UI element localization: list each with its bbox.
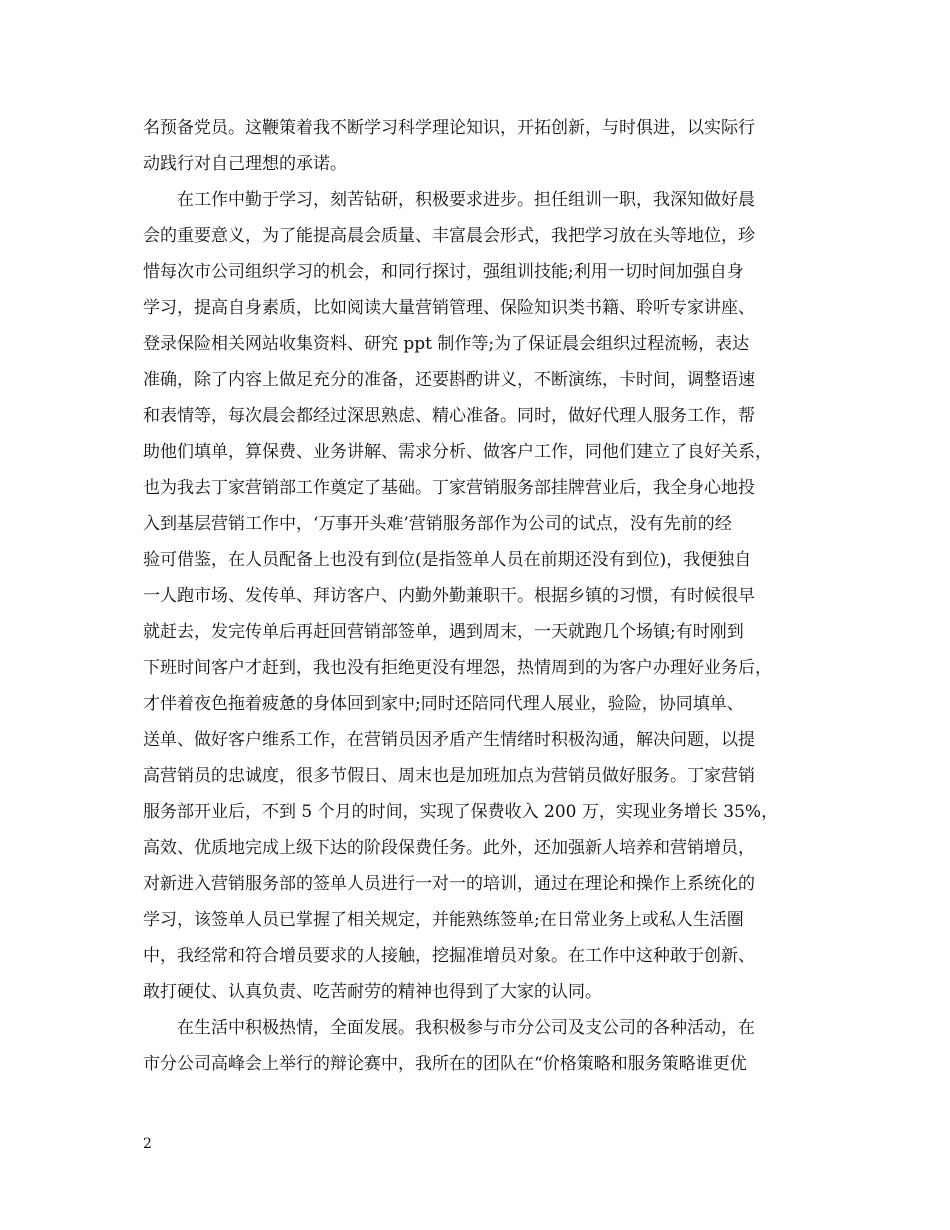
text-line: 入到基层营销工作中，‘万事开头难’营销服务部作为公司的试点，没有先前的经 bbox=[143, 514, 732, 534]
text-line: 登录保险相关网站收集资料、研究 ppt 制作等;为了保证晨会组织过程流畅，表达 bbox=[143, 334, 750, 354]
text-line: 高效、优质地完成上级下达的阶段保费任务。此外，还加强新人培养和营销增员， bbox=[143, 838, 755, 858]
paragraph-start-line: 在生活中积极热情，全面发展。我积极参与市分公司及支公司的各种活动，在 bbox=[177, 1018, 755, 1038]
paragraph-start-line: 在工作中勤于学习，刻苦钻研，积极要求进步。担任组训一职，我深知做好晨 bbox=[177, 190, 755, 210]
text-line: 送单、做好客户维系工作，在营销员因矛盾产生情绪时积极沟通，解决问题，以提 bbox=[143, 730, 755, 750]
text-line: 验可借鉴，在人员配备上也没有到位(是指签单人员在前期还没有到位)，我便独自 bbox=[143, 550, 752, 570]
text-line: 动践行对自己理想的承诺。 bbox=[143, 154, 347, 174]
text-line: 才伴着夜色拖着疲惫的身体回到家中;同时还陪同代理人展业，验险，协同填单、 bbox=[143, 694, 744, 714]
text-line: 下班时间客户才赶到，我也没有拒绝更没有埋怨，热情周到的为客户办理好业务后， bbox=[143, 658, 772, 678]
text-line: 学习，提高自身素质，比如阅读大量营销管理、保险知识类书籍、聆听专家讲座、 bbox=[143, 298, 755, 318]
text-line: 也为我去丁家营销部工作奠定了基础。丁家营销服务部挂牌营业后，我全身心地投 bbox=[143, 478, 755, 498]
text-line: 会的重要意义，为了能提高晨会质量、丰富晨会形式，我把学习放在头等地位，珍 bbox=[143, 226, 755, 246]
text-line: 准确，除了内容上做足充分的准备，还要斟酌讲义，不断演练，卡时间，调整语速 bbox=[143, 370, 755, 390]
text-line: 敢打硬仗、认真负责、吃苦耐劳的精神也得到了大家的认同。 bbox=[143, 982, 602, 1002]
text-line: 一人跑市场、发传单、拜访客户、内勤外勤兼职干。根据乡镇的习惯，有时候很早 bbox=[143, 586, 755, 606]
text-line: 和表情等，每次晨会都经过深思熟虑、精心准备。同时，做好代理人服务工作，帮 bbox=[143, 406, 755, 426]
text-line: 对新进入营销服务部的签单人员进行一对一的培训，通过在理论和操作上系统化的 bbox=[143, 874, 755, 894]
text-line: 惜每次市公司组织学习的机会，和同行探讨，强组训技能;利用一切时间加强自身 bbox=[143, 262, 744, 282]
text-line: 助他们填单，算保费、业务讲解、需求分析、做客户工作，同他们建立了良好关系， bbox=[143, 442, 772, 462]
text-line: 学习，该签单人员已掌握了相关规定，并能熟练签单;在日常业务上或私人生活圈 bbox=[143, 910, 744, 930]
text-line: 服务部开业后，不到 5 个月的时间，实现了保费收入 200 万，实现业务增长 35%， bbox=[143, 802, 779, 822]
text-line: 名预备党员。这鞭策着我不断学习科学理论知识，开拓创新，与时俱进，以实际行 bbox=[143, 118, 755, 138]
text-line: 市分公司高峰会上举行的辩论赛中，我所在的团队在“价格策略和服务策略谁更优 bbox=[143, 1054, 747, 1074]
text-line: 就赶去，发完传单后再赶回营销部签单，遇到周末，一天就跑几个场镇;有时刚到 bbox=[143, 622, 744, 642]
text-line: 高营销员的忠诚度，很多节假日、周末也是加班加点为营销员做好服务。丁家营销 bbox=[143, 766, 755, 786]
page-number: 2 bbox=[143, 1136, 152, 1152]
text-line: 中，我经常和符合增员要求的人接触，挖掘准增员对象。在工作中这种敢于创新、 bbox=[143, 946, 755, 966]
